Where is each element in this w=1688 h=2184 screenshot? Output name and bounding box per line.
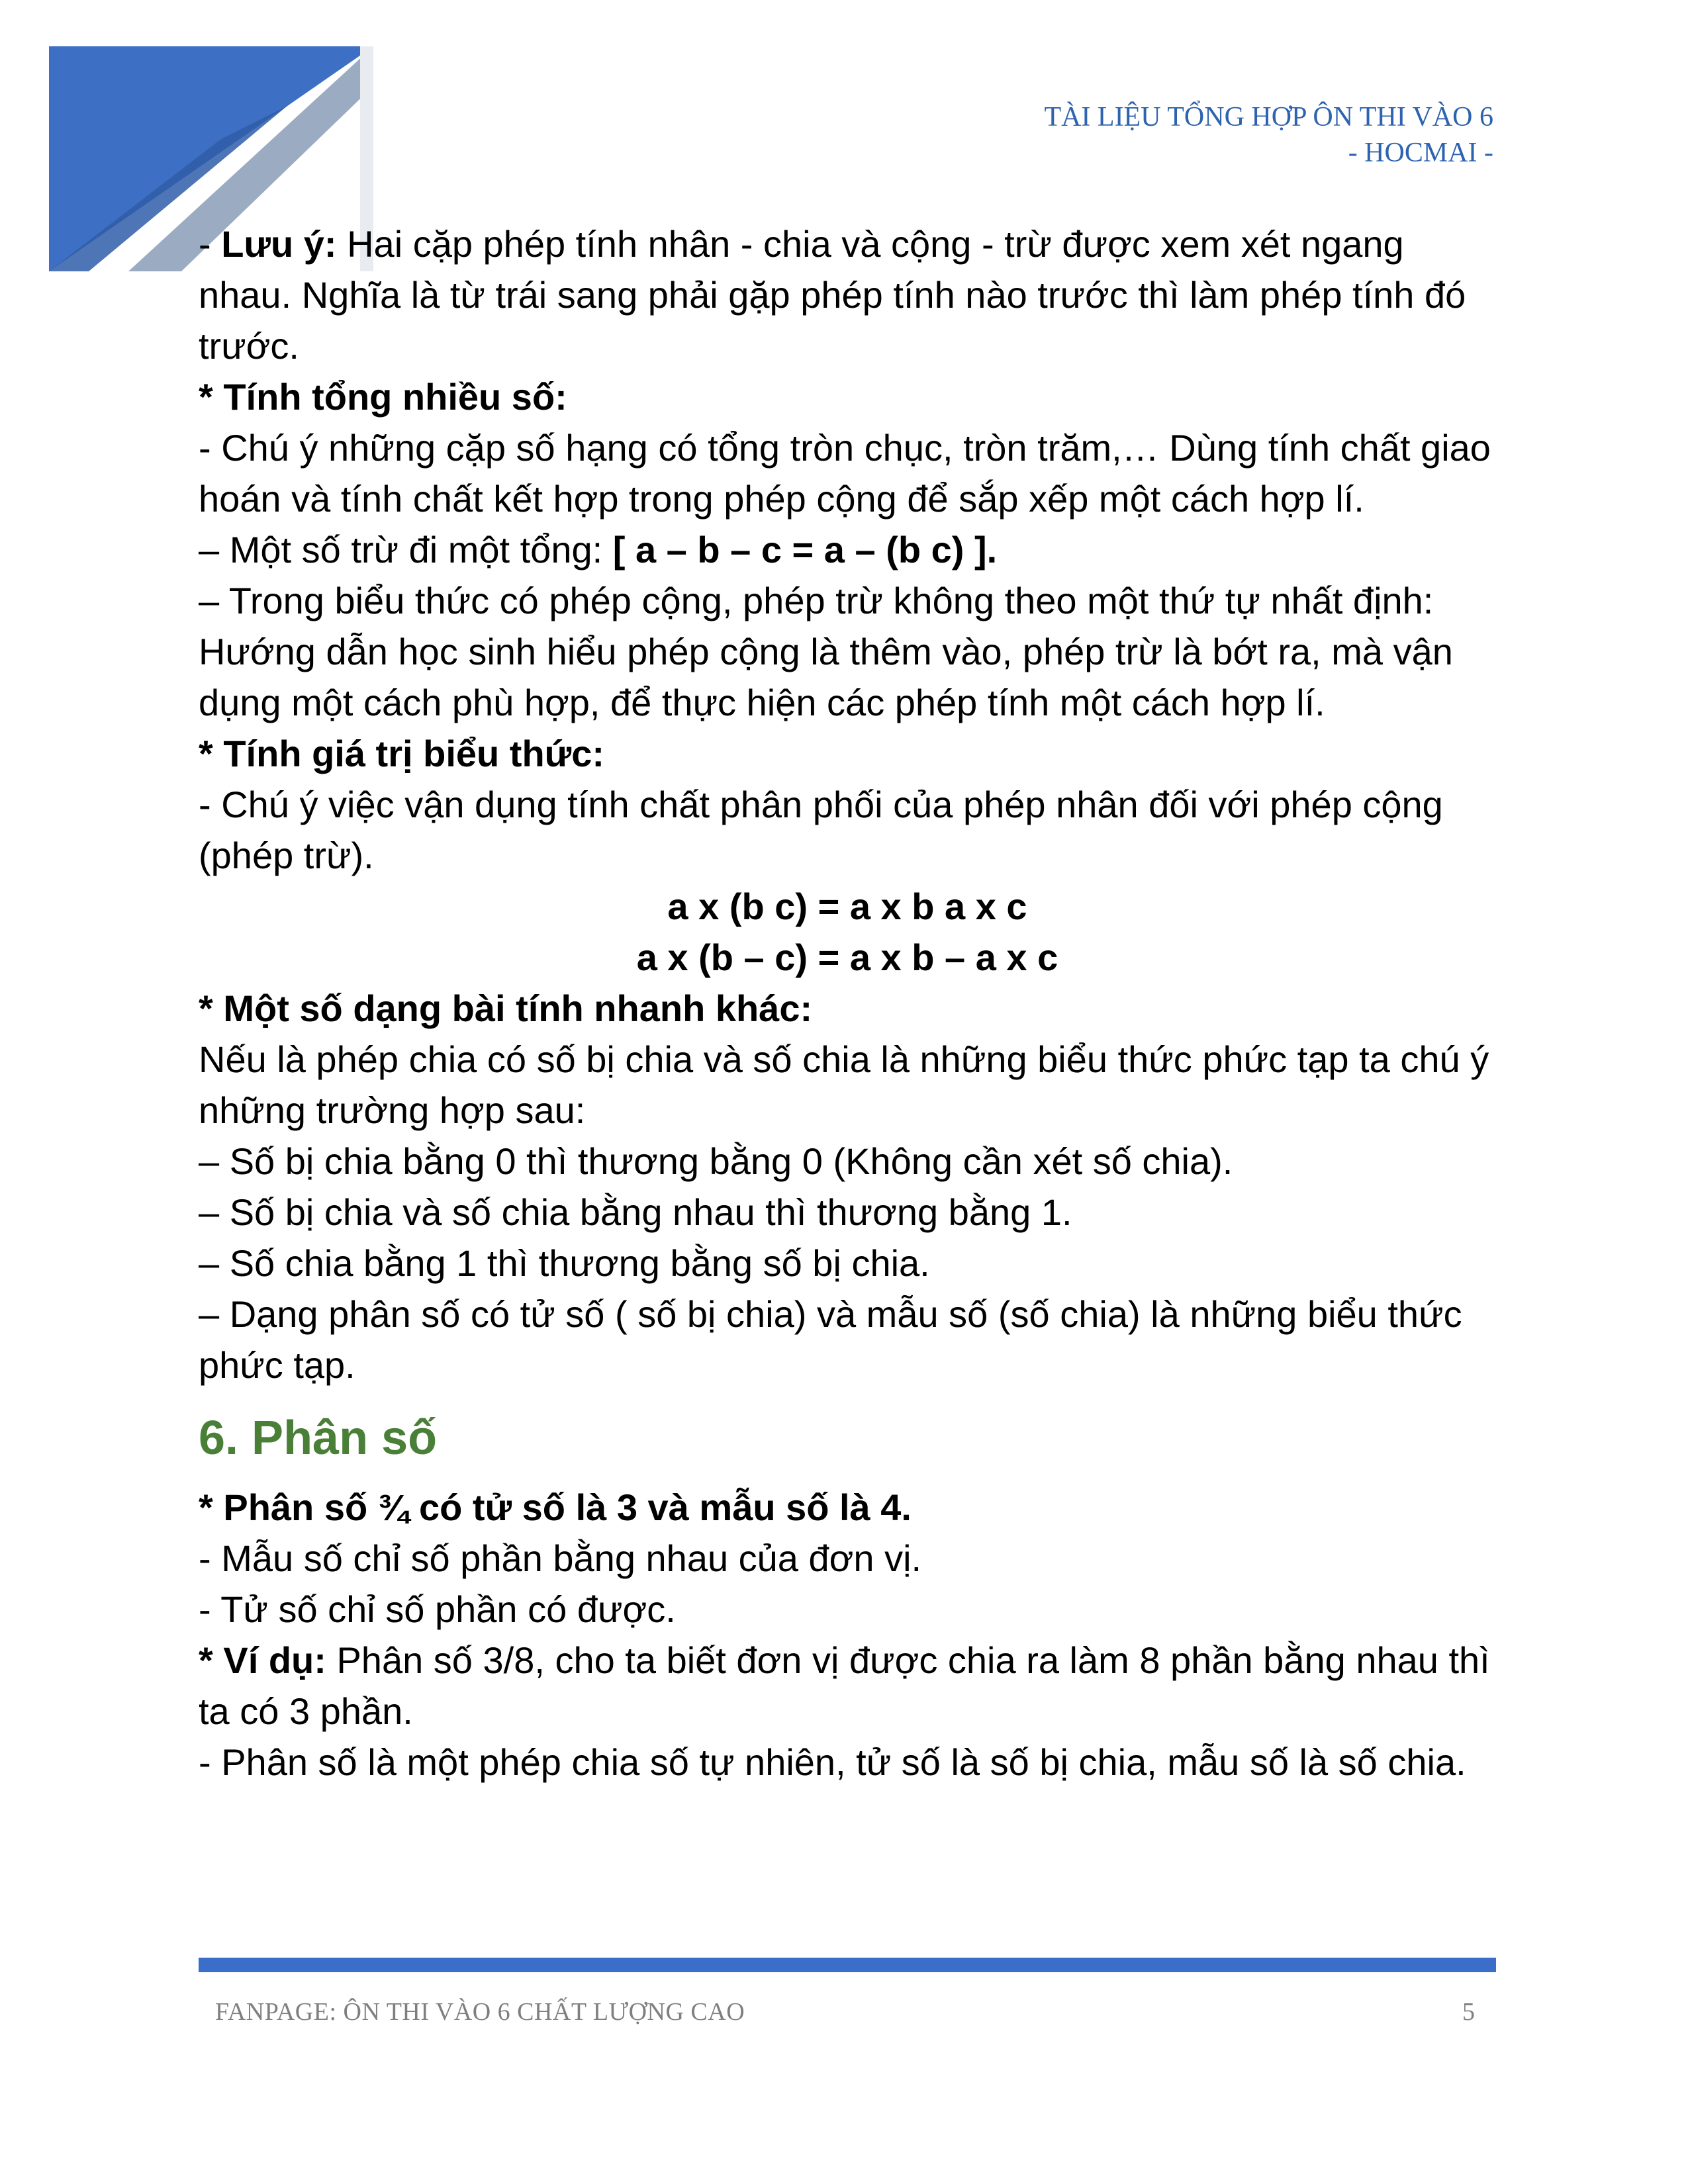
heading-quick: * Một số dạng bài tính nhanh khác: <box>199 987 813 1029</box>
page-content <box>199 218 1496 1788</box>
subtract-text: – Một số trừ đi một tổng: <box>199 529 613 570</box>
formula-2: a x (b – c) = a x b – a x c <box>636 936 1058 978</box>
example-paragraph <box>199 1635 1496 1737</box>
heading-fraction: * Phân số ¾ có tử số là 3 và mẫu số là 4. <box>199 1486 912 1528</box>
header-subtitle: - HOCMAI - <box>1348 138 1493 168</box>
numerator-paragraph: - Tử số chỉ số phần có được. <box>199 1588 676 1630</box>
formula-1: a x (b c) = a x b a x c <box>667 886 1027 927</box>
dash: - <box>199 223 222 265</box>
note-text: Hai cặp phép tính nhân - chia và cộng - trừ được xem xét ngang nhau. Nghĩa là từ trái sang phải gặp phép tính nào trước thì làm phép tính đó trước. <box>199 223 1466 367</box>
case-3: – Số chia bằng 1 thì thương bằng số bị chia. <box>199 1242 930 1284</box>
heading-sum: * Tính tổng nhiều số: <box>199 376 567 418</box>
header-title: TÀI LIỆU TỔNG HỢP ÔN THI VÀO 6 <box>1044 102 1493 132</box>
page-number: 5 <box>1462 1998 1475 2026</box>
case-2: – Số bị chia và số chia bằng nhau thì thương bằng 1. <box>199 1191 1072 1233</box>
denominator-paragraph: - Mẫu số chỉ số phần bằng nhau của đơn vị. <box>199 1537 922 1579</box>
division-paragraph: Nếu là phép chia có số bị chia và số chia là những biểu thức phức tạp ta chú ý những trường hợp sau: <box>199 1038 1489 1131</box>
footer-fanpage: FANPAGE: ÔN THI VÀO 6 CHẤT LƯỢNG CAO <box>215 1998 745 2026</box>
example-text: Phân số 3/8, cho ta biết đơn vị được chia ra làm 8 phần bằng nhau thì ta có 3 phần. <box>199 1639 1490 1732</box>
sum-paragraph: - Chú ý những cặp số hạng có tổng tròn chục, tròn trăm,… Dùng tính chất giao hoán và tính chất kết hợp trong phép cộng để sắp xếp một cách hợp lí. <box>199 427 1491 520</box>
document-header <box>1044 99 1493 171</box>
note-paragraph <box>199 218 1496 371</box>
section-title: 6. Phân số <box>199 1412 438 1465</box>
subtract-paragraph <box>199 524 1496 575</box>
fraction-division-paragraph: - Phân số là một phép chia số tự nhiên, tử số là số bị chia, mẫu số là số chia. <box>199 1741 1466 1783</box>
case-1: – Số bị chia bằng 0 thì thương bằng 0 (Không cần xét số chia). <box>199 1140 1233 1182</box>
note-label: Lưu ý: <box>221 223 337 265</box>
heading-expression: * Tính giá trị biểu thức: <box>199 733 604 774</box>
footer-bar <box>199 1958 1496 1972</box>
example-label: * Ví dụ: <box>199 1639 326 1681</box>
case-4: – Dạng phân số có tử số ( số bị chia) và mẫu số (số chia) là những biểu thức phức tạp. <box>199 1293 1462 1386</box>
subtract-formula: [ a – b – c = a – (b c) ]. <box>612 529 998 570</box>
mixed-paragraph: – Trong biểu thức có phép cộng, phép trừ không theo một thứ tự nhất định: Hướng dẫn học sinh hiểu phép cộng là thêm vào, phép trừ là bớt ra, mà vận dụng một cách phù hợp, để thực hiện các phép tính một cách hợp lí. <box>199 580 1453 723</box>
distributive-paragraph: - Chú ý việc vận dụng tính chất phân phối của phép nhân đối với phép cộng (phép trừ). <box>199 784 1443 876</box>
